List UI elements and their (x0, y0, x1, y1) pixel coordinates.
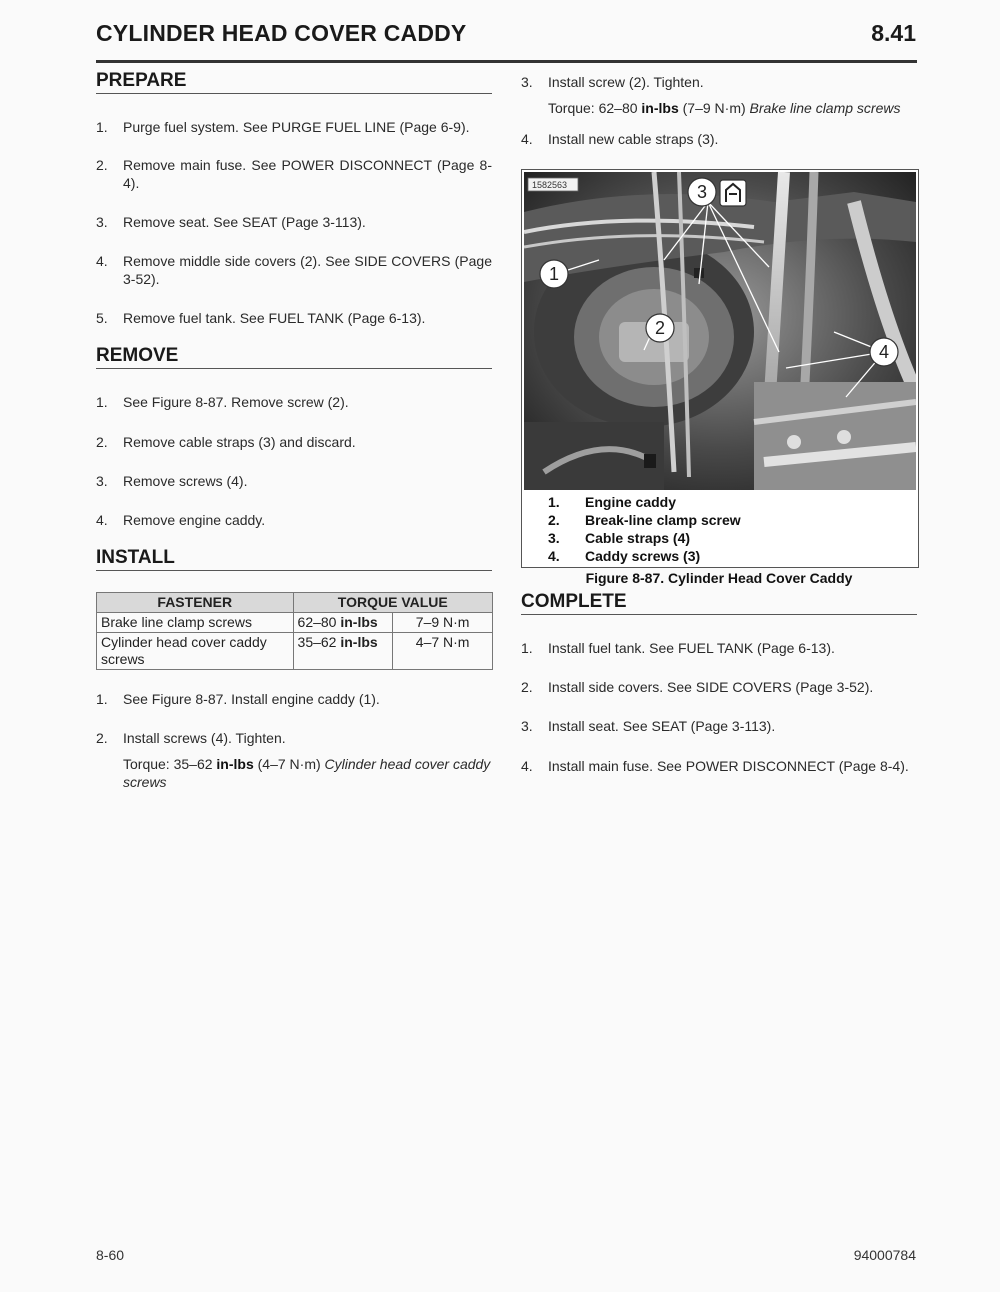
step-text: Install fuel tank. See FUEL TANK (Page 6-13). (548, 640, 835, 656)
step-text: Install new cable straps (3). (548, 131, 719, 147)
step-number: 3. (96, 214, 108, 230)
footer-doc-number: 94000784 (853, 1247, 916, 1263)
figure-caption: Figure 8-87. Cylinder Head Cover Caddy (585, 570, 853, 586)
section-number: 8.41 (871, 20, 916, 46)
callout-2: 2 (654, 318, 666, 338)
list-item (521, 130, 917, 148)
step-text: Install side covers. See SIDE COVERS (Page 3-52). (548, 679, 874, 695)
list-item (96, 472, 492, 490)
torque-inlbs-cell: 62–80 in-lbs (293, 613, 393, 633)
list-item (96, 309, 492, 327)
step-text: Install screws (4). Tighten. (123, 730, 286, 746)
step-text: Remove screws (4). (123, 473, 248, 489)
step-number: 5. (96, 310, 108, 326)
step-text: Remove seat. See SEAT (Page 3-113). (123, 214, 366, 230)
svg-text:1582563: 1582563 (532, 180, 568, 190)
list-item (521, 678, 917, 696)
engine-photo (524, 172, 916, 490)
step-text: Remove middle side covers (2). See SIDE COVERS (Page 3-52). (123, 253, 492, 287)
step-number: 3. (521, 74, 533, 90)
fastener-cell: Cylinder head cover caddy screws (97, 633, 294, 670)
figure-8-87: 1582563 1 2 3 4 1. Engine caddy 2. Break-line clamp screw 3. Cable straps (4) 4. Caddy screws (3) (521, 169, 919, 568)
remove-heading: REMOVE (96, 345, 492, 369)
step-text: Remove fuel tank. See FUEL TANK (Page 6-13). (123, 310, 426, 326)
table-row (97, 633, 493, 670)
step-text: See Figure 8-87. Install engine caddy (1). (123, 691, 380, 707)
page-title: CYLINDER HEAD COVER CADDY (96, 20, 467, 46)
step-number: 1. (96, 691, 108, 707)
list-item (96, 156, 492, 192)
install-heading: INSTALL (96, 547, 492, 571)
step-number: 2. (96, 434, 108, 450)
step-number: 4. (96, 253, 108, 269)
torque-spec: Torque: 35–62 in-lbs (4–7 N·m) Cylinder head cover caddy screws (123, 756, 491, 790)
step-number: 4. (521, 131, 533, 147)
torque-spec: Torque: 62–80 in-lbs (7–9 N·m) Brake line clamp screws (548, 100, 901, 116)
torque-nm-cell: 4–7 N·m (393, 633, 493, 670)
step-number: 1. (96, 394, 108, 410)
step-number: 3. (96, 473, 108, 489)
fastener-cell: Brake line clamp screws (97, 613, 294, 633)
step-text: Install main fuse. See POWER DISCONNECT (Page 8-4). (548, 758, 909, 774)
step-number: 2. (96, 730, 108, 746)
complete-heading: COMPLETE (521, 591, 917, 615)
callout-3: 3 (696, 182, 708, 202)
table-header-torque: TORQUE VALUE (293, 593, 492, 613)
step-number: 1. (521, 640, 533, 656)
prepare-heading: PREPARE (96, 70, 492, 94)
header-rule (96, 60, 917, 63)
callout-4: 4 (878, 342, 890, 362)
step-text: Remove engine caddy. (123, 512, 266, 528)
table-header-fastener: FASTENER (97, 593, 294, 613)
torque-nm-cell: 7–9 N·m (393, 613, 493, 633)
torque-table (96, 592, 493, 670)
list-item (521, 757, 917, 793)
list-item (96, 118, 492, 136)
list-item (96, 252, 492, 288)
step-text: Remove cable straps (3) and discard. (123, 434, 356, 450)
footer-page-number: 8-60 (96, 1247, 125, 1263)
step-number: 4. (521, 758, 533, 774)
step-number: 2. (521, 679, 533, 695)
step-text: Install screw (2). Tighten. (548, 74, 704, 90)
step-text: See Figure 8-87. Remove screw (2). (123, 394, 349, 410)
list-item (96, 213, 492, 231)
step-text: Purge fuel system. See PURGE FUEL LINE (Page 6-9). (123, 119, 470, 135)
step-number: 2. (96, 157, 108, 173)
torque-inlbs-cell: 35–62 in-lbs (293, 633, 393, 670)
callout-1: 1 (548, 264, 560, 284)
list-item (521, 717, 917, 735)
list-item (96, 511, 492, 529)
table-row (97, 613, 493, 633)
list-item (96, 690, 492, 708)
list-item (96, 729, 492, 747)
step-number: 3. (521, 718, 533, 734)
list-item (521, 73, 917, 91)
step-number: 1. (96, 119, 108, 135)
list-item (96, 433, 492, 451)
step-text: Remove main fuse. See POWER DISCONNECT (Page 8-4). (123, 157, 492, 191)
list-item (521, 639, 917, 657)
step-text: Install seat. See SEAT (Page 3-113). (548, 718, 776, 734)
list-item (96, 393, 492, 411)
step-number: 4. (96, 512, 108, 528)
